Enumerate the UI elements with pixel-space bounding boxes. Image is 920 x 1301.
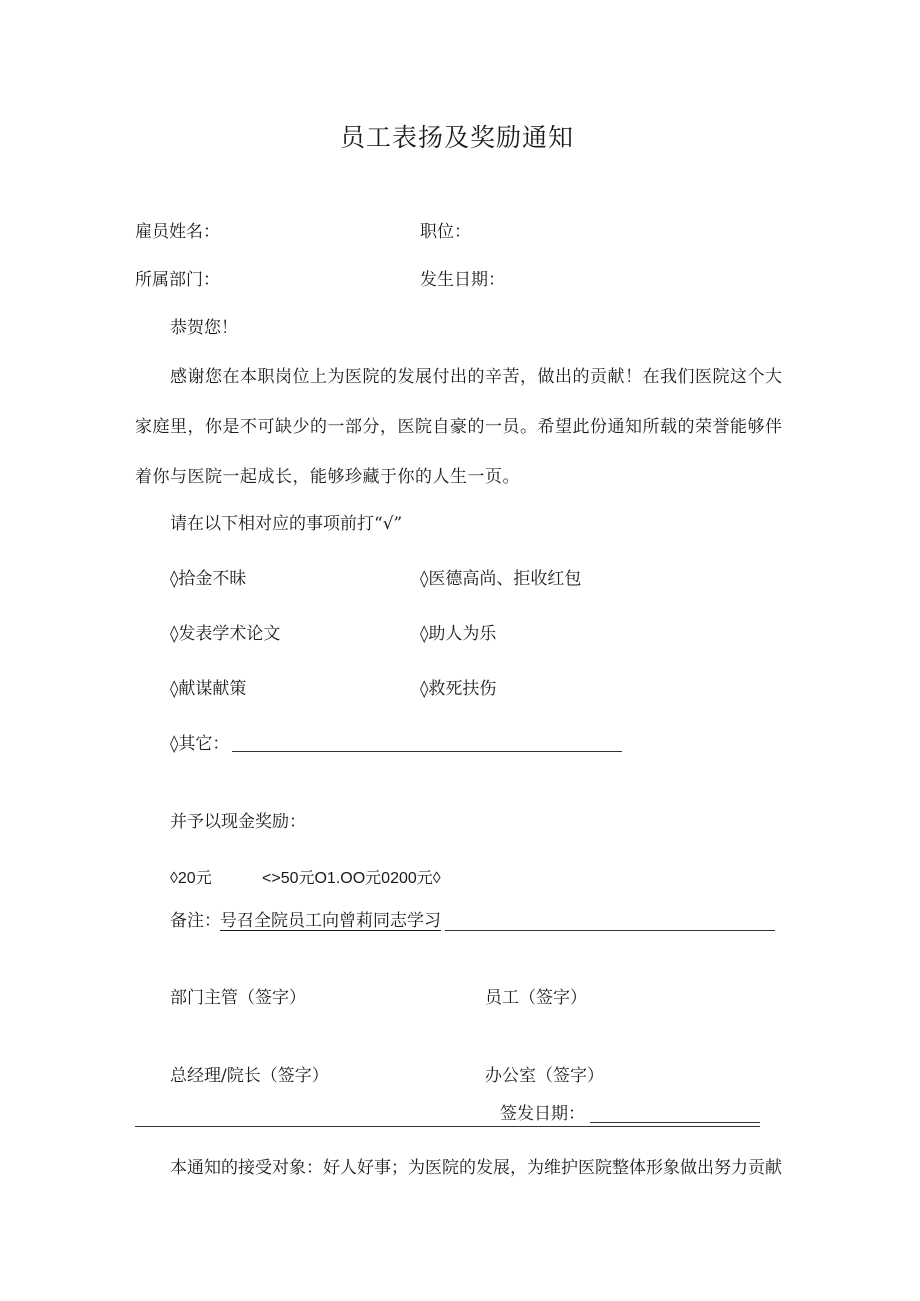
cash-reward-label: 并予以现金奖励： xyxy=(170,812,306,832)
employee-signature: 员工（签字） xyxy=(485,988,587,1008)
issue-date-label: 签发日期： xyxy=(500,1104,585,1124)
cash-option-20[interactable]: ◊20元 xyxy=(170,870,212,887)
department-label: 所属部门： xyxy=(135,270,220,290)
separator-line xyxy=(135,1126,760,1127)
footer-note: 本通知的接受对象：好人好事；为医院的发展，为维护医院整体形象做出努力贡献 xyxy=(170,1158,782,1178)
remark-fill-line[interactable] xyxy=(445,930,775,931)
issue-date-fill-line[interactable] xyxy=(590,1122,760,1123)
employee-name-label: 雇员姓名： xyxy=(135,222,220,242)
instruction-text: 请在以下相对应的事项前打“√” xyxy=(170,514,403,534)
option-medical-ethics[interactable]: ◊医德高尚、拒收红包 xyxy=(420,569,582,589)
remark-label: 备注： xyxy=(170,911,221,931)
other-fill-line[interactable] xyxy=(232,751,622,752)
option-found-money[interactable]: ◊拾金不昧 xyxy=(170,569,247,589)
body-paragraph: 感谢您在本职岗位上为医院的发展付出的辛苦，做出的贡献！在我们医院这个大家庭里，你是不可缺少的一部分，医院自豪的一员。希望此份通知所载的荣誉能够伴着你与医院一起成长，能够珍藏于你的人生一页。 xyxy=(135,367,783,487)
office-signature: 办公室（签字） xyxy=(485,1066,604,1086)
option-helping-others[interactable]: ◊助人为乐 xyxy=(420,624,497,644)
page-title: 员工表扬及奖励通知 xyxy=(340,123,575,152)
remark-value[interactable]: 号召全院员工向曾莉同志学习 xyxy=(220,911,441,931)
option-other[interactable]: ◊其它： xyxy=(170,734,230,754)
cash-options-other[interactable]: <>50元O1.OO元0200元◊ xyxy=(262,870,441,887)
option-academic-paper[interactable]: ◊发表学术论文 xyxy=(170,624,281,644)
greeting: 恭贺您！ xyxy=(170,318,238,338)
option-saving-lives[interactable]: ◊救死扶伤 xyxy=(420,679,497,699)
position-label: 职位： xyxy=(420,222,471,242)
dept-manager-signature: 部门主管（签字） xyxy=(170,988,306,1008)
date-label: 发生日期： xyxy=(420,270,505,290)
option-suggestions[interactable]: ◊献谋献策 xyxy=(170,679,247,699)
general-manager-signature: 总经理/院长（签字） xyxy=(170,1066,329,1086)
